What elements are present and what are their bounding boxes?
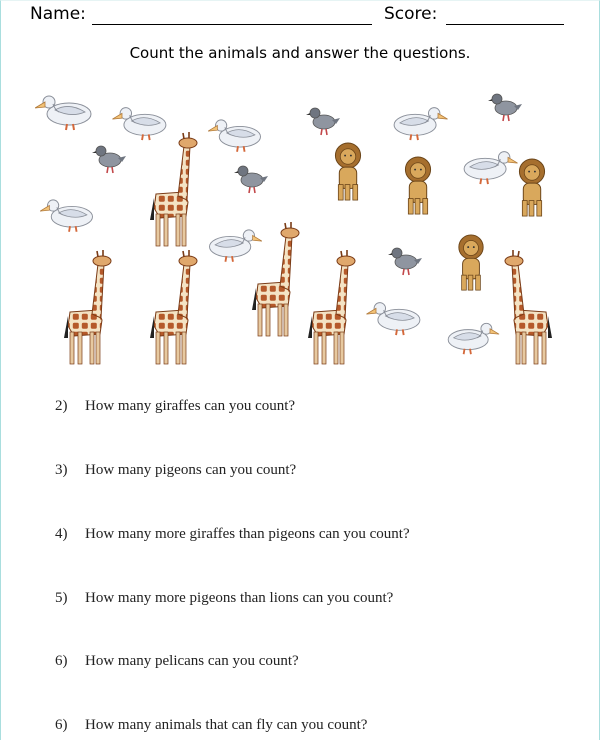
score-label: Score:	[384, 4, 438, 24]
pigeon	[234, 162, 268, 194]
lion	[398, 156, 438, 216]
question-number: 2)	[55, 398, 68, 414]
question-item	[55, 653, 299, 670]
pelican	[35, 88, 99, 132]
question-item	[55, 398, 295, 415]
pigeon	[306, 104, 340, 136]
question-text: How many more pigeons than lions can you count?	[85, 590, 394, 606]
giraffe	[140, 250, 200, 365]
pelican	[456, 144, 518, 186]
lion	[328, 142, 368, 202]
question-number: 3)	[55, 462, 68, 478]
question-item	[55, 590, 393, 607]
name-label: Name:	[30, 4, 86, 24]
pelican	[440, 316, 500, 356]
question-number: 6)	[55, 717, 68, 733]
question-item	[55, 462, 296, 479]
question-number: 4)	[55, 526, 68, 542]
question-item	[55, 717, 367, 734]
question-text: How many pelicans can you count?	[85, 653, 299, 669]
pelican	[208, 112, 268, 154]
question-text: How many giraffes can you count?	[85, 398, 296, 414]
instructions: Count the animals and answer the questions.	[129, 44, 471, 62]
question-item	[55, 526, 410, 543]
pigeon	[388, 244, 422, 276]
giraffe	[54, 250, 114, 365]
pigeon	[92, 142, 126, 174]
score-field-line[interactable]	[446, 24, 564, 25]
question-number: 5)	[55, 590, 68, 606]
giraffe	[298, 250, 358, 365]
name-field-line[interactable]	[92, 24, 372, 25]
question-number: 6)	[55, 653, 68, 669]
question-text: How many more giraffes than pigeons can you count?	[85, 526, 410, 542]
giraffe	[502, 250, 562, 365]
question-text: How many pigeons can you count?	[85, 462, 297, 478]
lion	[512, 158, 552, 218]
lion	[452, 234, 490, 292]
giraffe	[242, 222, 302, 337]
pigeon	[488, 90, 522, 122]
pelican	[386, 100, 448, 142]
pelican	[366, 295, 428, 337]
pelican	[40, 192, 100, 234]
question-text: How many animals that can fly can you count?	[85, 717, 368, 733]
giraffe	[140, 132, 200, 247]
